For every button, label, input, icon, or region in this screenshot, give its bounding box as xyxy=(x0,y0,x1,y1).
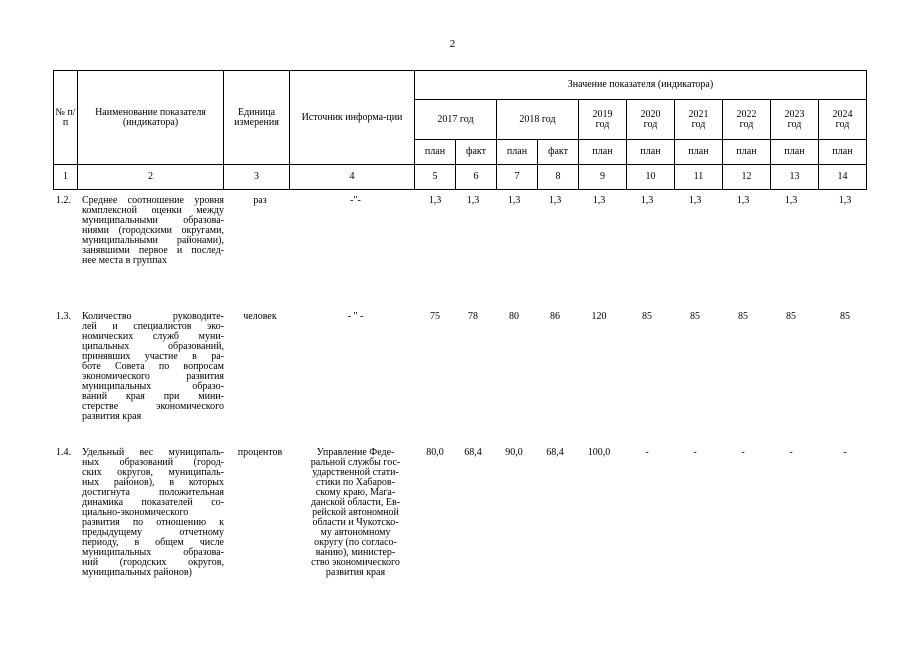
indicator-value: - xyxy=(693,447,697,458)
indicator-name xyxy=(82,312,224,422)
header-name: Наименование показателя (индикатора) xyxy=(78,71,224,165)
col-number-14: 14 xyxy=(819,165,867,190)
indicator-name-line: комплексной оценки между xyxy=(82,205,224,216)
header-sub-9: план xyxy=(771,140,819,165)
indicator-name-line: муниципальных образо- xyxy=(82,381,224,392)
indicator-name-line: ципальных образований, xyxy=(82,341,224,352)
row-number: 1.4. xyxy=(56,447,71,458)
indicator-name-line: развития по отношению к xyxy=(82,517,224,528)
indicator-name-line: Среднее соотношение уровня xyxy=(82,195,224,206)
indicator-value: - xyxy=(789,447,793,458)
col-number-1: 1 xyxy=(54,165,78,190)
col-number-4: 4 xyxy=(290,165,415,190)
indicator-value: 1,3 xyxy=(548,195,562,206)
indicator-value: 1,3 xyxy=(838,195,852,206)
unit-of-measure: процентов xyxy=(237,447,283,458)
information-source-line: -"- xyxy=(350,195,361,206)
header-sub-2: факт xyxy=(456,140,497,165)
header-year-2020: 2020 год xyxy=(627,100,675,140)
header-num: № п/п xyxy=(54,71,78,165)
information-source-line: области и Чукотско- xyxy=(312,517,399,528)
col-number-7: 7 xyxy=(497,165,538,190)
information-source-line: данской области, Ев- xyxy=(310,497,401,508)
information-source-line: Управление Феде- xyxy=(316,447,395,458)
indicator-name-line: ниями (городскими округами, xyxy=(82,225,224,236)
indicator-value: 80,0 xyxy=(426,447,444,458)
unit-of-measure: человек xyxy=(243,311,277,322)
information-source-line: рейской автономной xyxy=(312,507,399,518)
indicator-value: 1,3 xyxy=(592,195,606,206)
col-number-9: 9 xyxy=(579,165,627,190)
information-source-line: стики по Хабаров- xyxy=(316,477,395,488)
indicator-name-line: муниципальными районами), xyxy=(82,235,224,246)
indicator-value: 75 xyxy=(430,311,440,322)
information-source-line: ральной службы гос- xyxy=(310,457,401,468)
indicator-value: 85 xyxy=(642,311,652,322)
header-sub-4: факт xyxy=(538,140,579,165)
indicator-name-line: экономического развития xyxy=(82,371,224,382)
table-row xyxy=(53,196,870,306)
table-row xyxy=(53,448,870,648)
col-number-5: 5 xyxy=(415,165,456,190)
indicator-value: 1,3 xyxy=(784,195,798,206)
table-row xyxy=(53,312,870,442)
header-year-2021: 2021 год xyxy=(675,100,723,140)
indicator-value: 85 xyxy=(738,311,748,322)
header-sub-6: план xyxy=(627,140,675,165)
indicator-name-line: развития края xyxy=(82,411,142,422)
information-source-line: развития края xyxy=(325,567,386,578)
indicator-value: 1,3 xyxy=(640,195,654,206)
header-year-2018: 2018 год xyxy=(497,100,579,140)
indicator-value: 90,0 xyxy=(505,447,523,458)
indicator-name-line: циально-экономического xyxy=(82,507,189,518)
col-number-10: 10 xyxy=(627,165,675,190)
indicator-value: 120 xyxy=(591,311,607,322)
information-source-line: округу (по согласо- xyxy=(314,537,397,548)
indicator-name-line: боте Совета по вопросам xyxy=(82,361,224,372)
indicator-name-line: нее места в группах xyxy=(82,255,167,266)
information-source-line: ванию), министер- xyxy=(315,547,396,558)
indicator-name-line: достигнута положительная xyxy=(82,487,224,498)
header-source: Источник информа-ции xyxy=(290,71,415,165)
indicator-name-line: стерстве экономического xyxy=(82,401,224,412)
header-unit: Единица измерения xyxy=(224,71,290,165)
indicator-value: 85 xyxy=(840,311,850,322)
indicator-name xyxy=(82,196,224,266)
information-source-line: ство экономического xyxy=(311,557,400,568)
information-source xyxy=(293,448,418,578)
indicator-name-line: муниципальных районов) xyxy=(82,567,192,578)
indicator-name-line: лей и специалистов эко- xyxy=(82,321,224,332)
indicator-value: - xyxy=(741,447,745,458)
information-source xyxy=(293,312,418,322)
col-number-6: 6 xyxy=(456,165,497,190)
indicator-name-line: периоду, в общем числе xyxy=(82,537,224,548)
col-number-11: 11 xyxy=(675,165,723,190)
header-value-group: Значение показателя (индикатора) xyxy=(415,71,867,100)
header-year-2017: 2017 год xyxy=(415,100,497,140)
indicator-value: 1,3 xyxy=(466,195,480,206)
indicator-value: 100,0 xyxy=(587,447,611,458)
indicator-value: 86 xyxy=(550,311,560,322)
header-year-2019: 2019 год xyxy=(579,100,627,140)
indicator-name xyxy=(82,448,224,578)
indicator-name-line: ний (городских округов, xyxy=(82,557,224,568)
indicator-value: 1,3 xyxy=(428,195,442,206)
header-sub-7: план xyxy=(675,140,723,165)
indicator-value: 1,3 xyxy=(688,195,702,206)
indicator-name-line: ных районов), в которых xyxy=(82,477,224,488)
information-source-line: ударственной стати- xyxy=(312,467,399,478)
indicator-value: 1,3 xyxy=(507,195,521,206)
header-sub-1: план xyxy=(415,140,456,165)
indicator-name-line: номических служб муни- xyxy=(82,331,224,342)
indicator-name-line: принявших участие в ра- xyxy=(82,351,224,362)
indicator-value: 68,4 xyxy=(546,447,564,458)
indicator-name-line: Удельный вес муниципаль- xyxy=(82,447,224,458)
page-number: 2 xyxy=(449,38,456,50)
header-sub-5: план xyxy=(579,140,627,165)
header-year-2023: 2023 год xyxy=(771,100,819,140)
indicator-name-line: предыдущему отчетному xyxy=(82,527,224,538)
indicator-value: 80 xyxy=(509,311,519,322)
indicator-name-line: муниципальными образова- xyxy=(82,215,224,226)
indicator-name-line: динамика показателей со- xyxy=(82,497,224,508)
col-number-12: 12 xyxy=(723,165,771,190)
indicator-value: 1,3 xyxy=(736,195,750,206)
information-source-line: - " - xyxy=(347,311,364,322)
col-number-3: 3 xyxy=(224,165,290,190)
indicator-value: 85 xyxy=(786,311,796,322)
header-year-2024: 2024 год xyxy=(819,100,867,140)
row-number: 1.3. xyxy=(56,311,71,322)
header-sub-3: план xyxy=(497,140,538,165)
indicator-value: 78 xyxy=(468,311,478,322)
indicator-value: - xyxy=(843,447,847,458)
information-source xyxy=(293,196,418,206)
unit-of-measure: раз xyxy=(253,195,267,206)
information-source-line: му автономному xyxy=(320,527,391,538)
indicator-name-line: муниципальных образова- xyxy=(82,547,224,558)
indicator-value: - xyxy=(645,447,649,458)
indicator-name-line: Количество руководите- xyxy=(82,311,224,322)
indicator-value: 85 xyxy=(690,311,700,322)
indicator-table-header xyxy=(53,70,867,190)
indicator-name-line: ных образований (город- xyxy=(82,457,224,468)
header-year-2022: 2022 год xyxy=(723,100,771,140)
header-sub-10: план xyxy=(819,140,867,165)
col-number-8: 8 xyxy=(538,165,579,190)
indicator-name-line: занявшими первое и послед- xyxy=(82,245,224,256)
header-sub-8: план xyxy=(723,140,771,165)
col-number-2: 2 xyxy=(78,165,224,190)
indicator-name-line: ваний края при мини- xyxy=(82,391,224,402)
col-number-13: 13 xyxy=(771,165,819,190)
information-source-line: скому краю, Мага- xyxy=(315,487,396,498)
row-number: 1.2. xyxy=(56,195,71,206)
indicator-value: 68,4 xyxy=(464,447,482,458)
indicator-name-line: ских округов, муниципаль- xyxy=(82,467,224,478)
